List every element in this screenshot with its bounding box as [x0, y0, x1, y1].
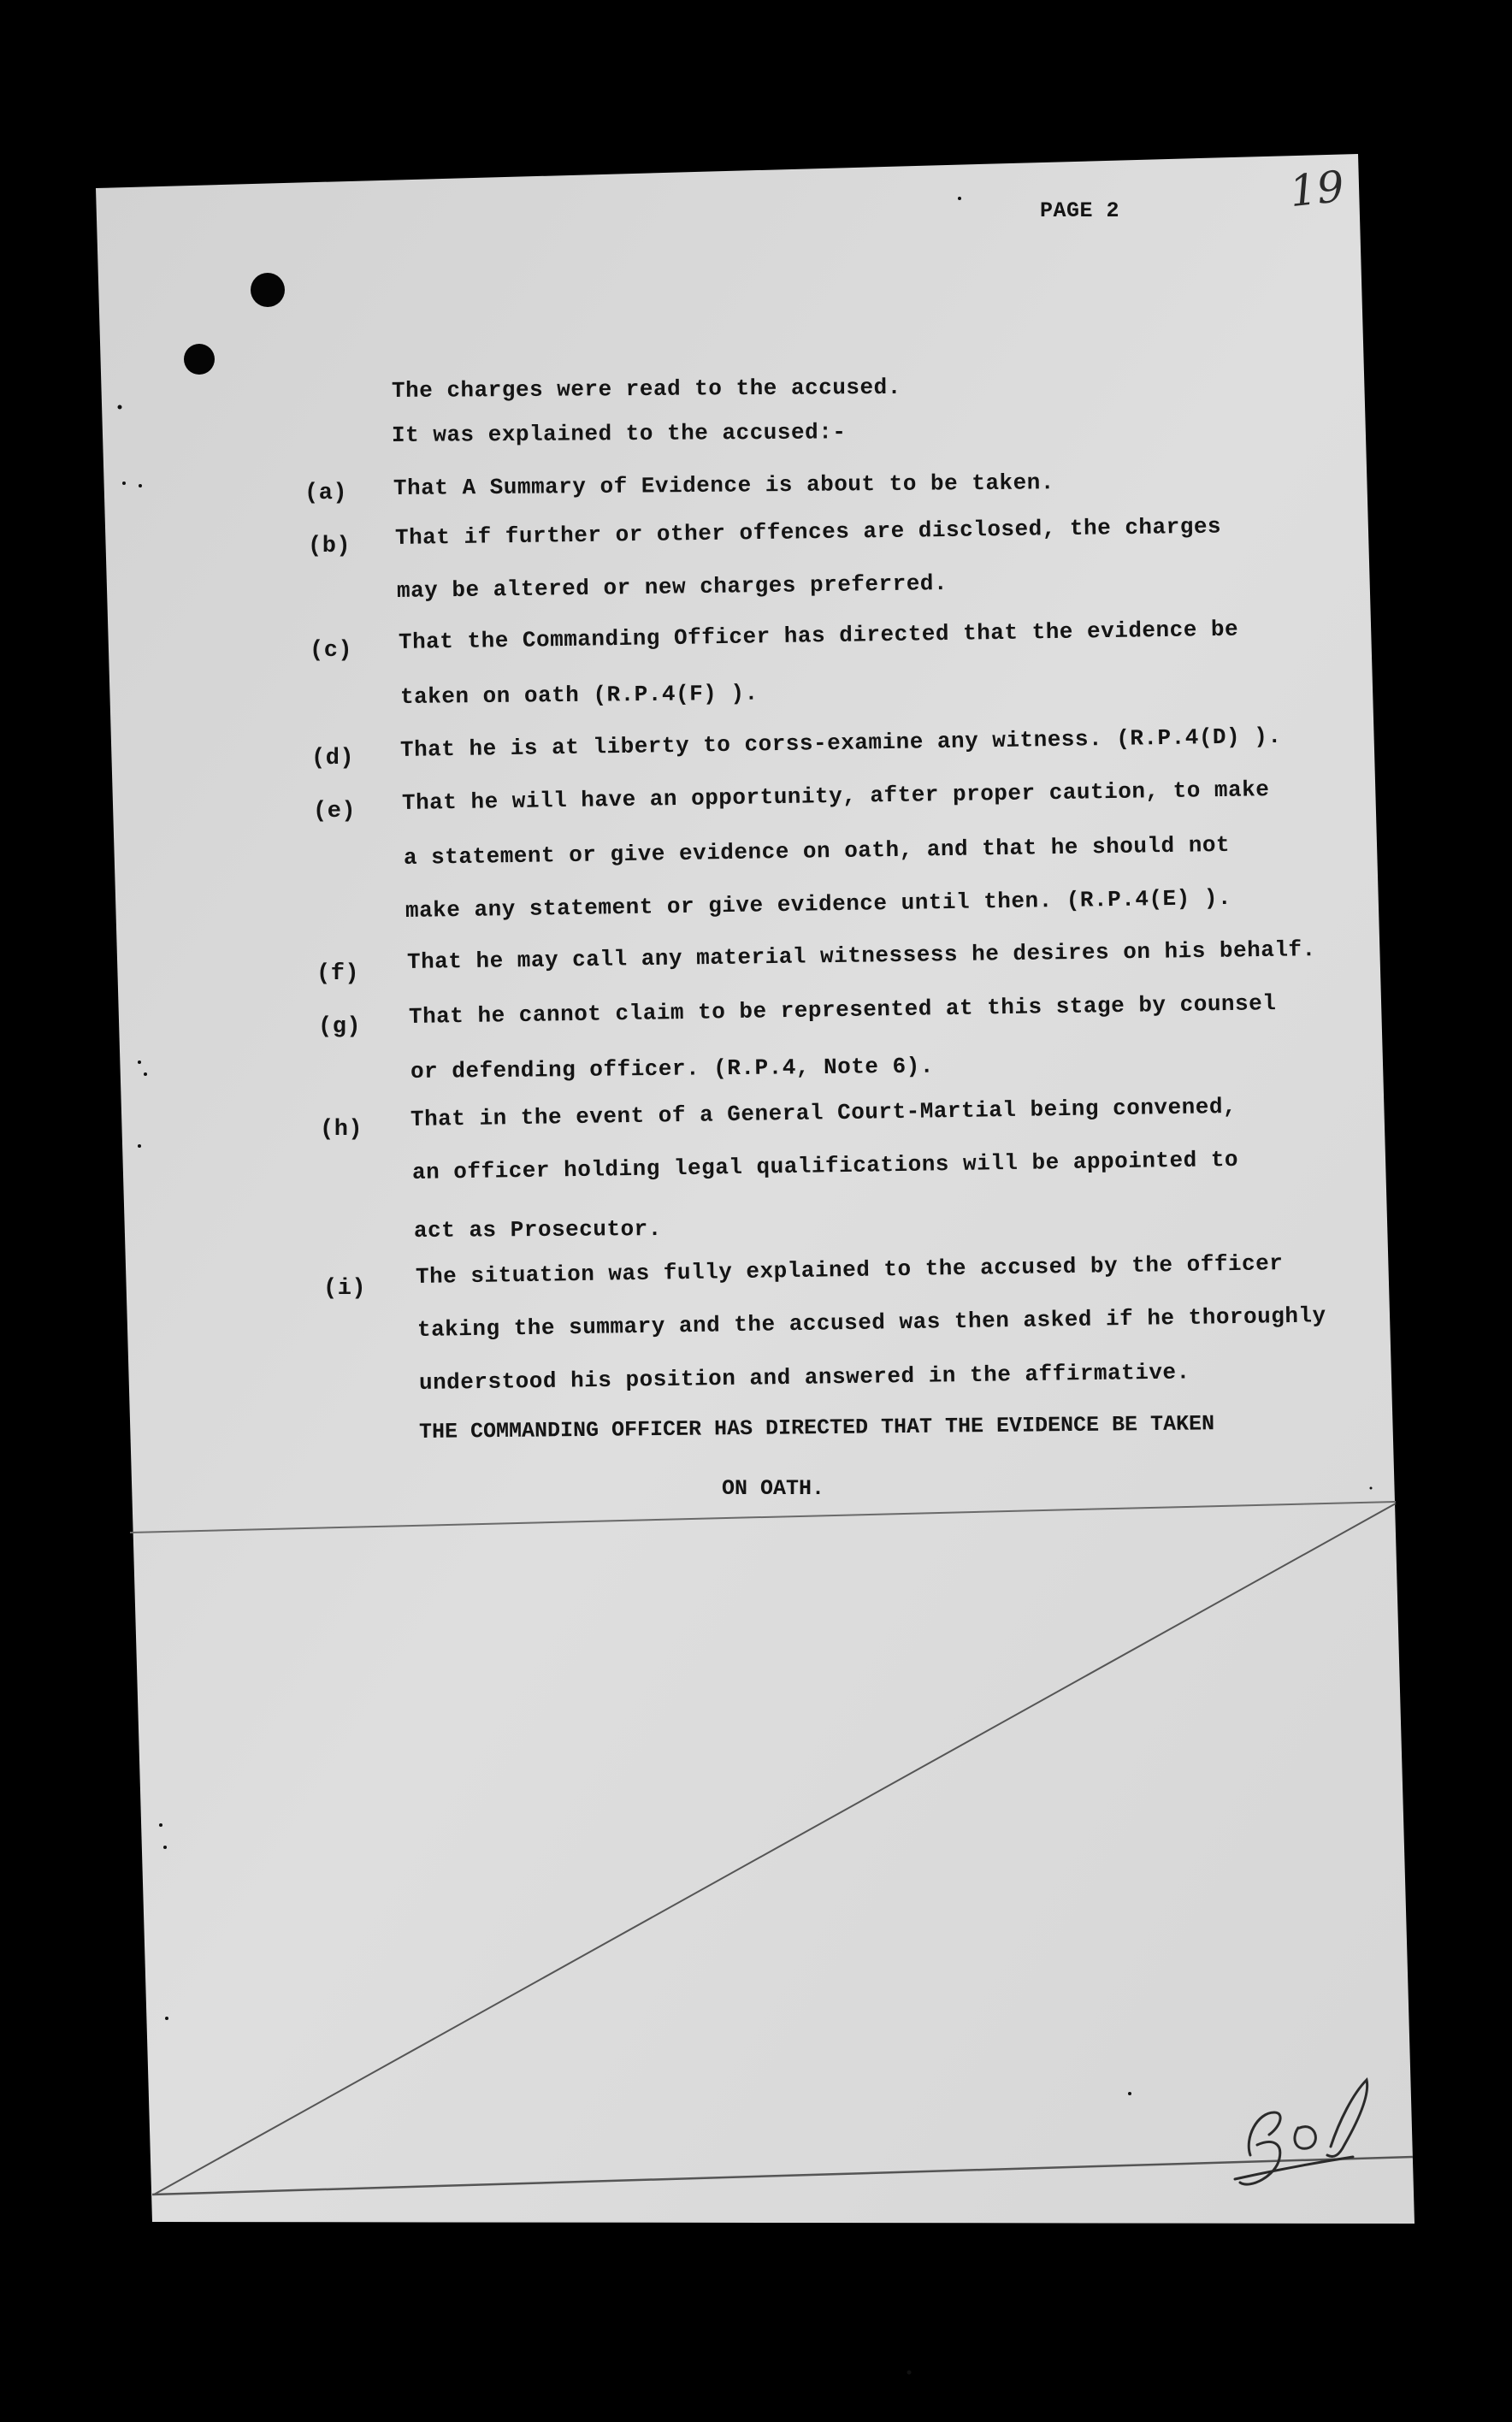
item-label: (c) [310, 638, 353, 664]
item-line: taking the summary and the accused was then asked if he thoroughly [416, 1303, 1326, 1343]
item-line: or defending officer. (R.P.4, Note 6). [410, 1053, 935, 1084]
item-line: That the Commanding Officer has directed that the evidence be [398, 616, 1239, 655]
intro-line: The charges were read to the accused. [391, 374, 901, 404]
item-label: (e) [313, 799, 357, 824]
item-line: That if further or other offences are disclosed, the charges [394, 513, 1222, 551]
paper-sheet [96, 154, 1415, 2224]
intro-line: It was explained to the accused:- [391, 419, 847, 448]
item-label: (h) [320, 1117, 363, 1143]
item-line: That he may call any material witnessess he desires on his behalf. [406, 936, 1316, 975]
item-line: a statement or give evidence on oath, and that he should not [403, 831, 1231, 871]
item-line: That he is at liberty to corss-examine any witness. (R.P.4(D) ). [399, 723, 1282, 763]
item-label: (f) [316, 961, 360, 987]
item-label: (i) [323, 1276, 367, 1302]
page-label: PAGE 2 [1040, 198, 1120, 223]
item-line: make any statement or give evidence until then. (R.P.4(E) ). [405, 884, 1232, 924]
item-line: act as Prosecutor. [413, 1215, 662, 1243]
item-line: That he will have an opportunity, after proper caution, to make [401, 777, 1270, 816]
closing-line: ON OATH. [722, 1476, 825, 1501]
item-line: understood his position and answered in the affirmative. [418, 1359, 1190, 1396]
item-label: (b) [308, 534, 351, 559]
item-line: That A Summary of Evidence is about to be taken. [393, 470, 1055, 501]
item-line: That in the event of a General Court-Martial being convened, [410, 1093, 1237, 1132]
closing-line: THE COMMANDING OFFICER HAS DIRECTED THAT THE EVIDENCE BE TAKEN [418, 1411, 1215, 1444]
folio-number: 19 [1287, 161, 1347, 217]
punch-hole [184, 344, 215, 375]
item-line: taken on oath (R.P.4(F) ). [399, 680, 759, 710]
item-label: (g) [318, 1014, 362, 1040]
item-line: That he cannot claim to be represented at this stage by counsel [408, 990, 1277, 1030]
item-line: The situation was fully explained to the accused by the officer [415, 1250, 1284, 1290]
item-label: (d) [311, 746, 355, 771]
item-line: may be altered or new charges preferred. [396, 570, 948, 604]
punch-hole [251, 273, 285, 307]
item-label: (a) [304, 481, 348, 506]
item-line: an officer holding legal qualifications will be appointed to [411, 1146, 1239, 1185]
